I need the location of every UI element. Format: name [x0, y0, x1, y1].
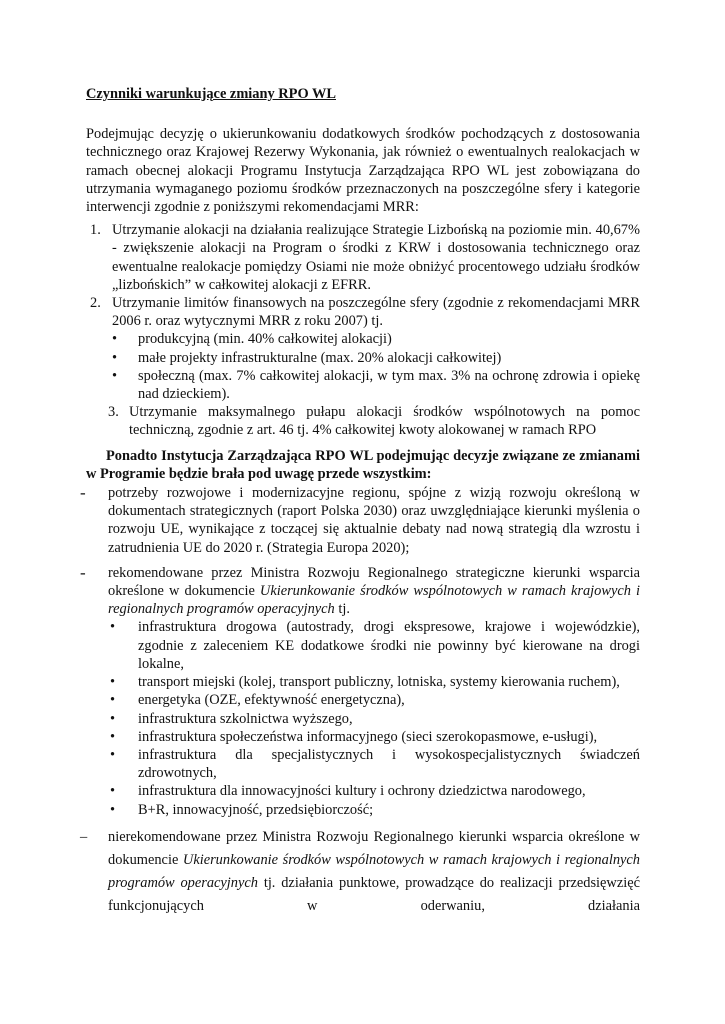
sphere-bullet-item	[86, 330, 640, 348]
bullet-icon: •	[112, 349, 118, 366]
document-content	[80, 85, 641, 918]
bullet-icon: •	[110, 619, 116, 636]
bullet-icon: •	[110, 674, 116, 691]
bullet-icon: •	[110, 783, 116, 800]
item-text: Utrzymanie limitów finansowych na poszczególne sfery (zgodnie z rekomendacjami MRR 2006 r. oraz wytycznymi MRR z roku 2007) tj.	[112, 295, 640, 330]
bullet-text: infrastruktura społeczeństwa informacyjnego (sieci szerokopasmowe, e-usługi),	[138, 728, 598, 745]
dash-icon: -	[80, 562, 86, 582]
direction-bullet-item	[86, 746, 640, 782]
bullet-text: B+R, innowacyjność, przedsiębiorczość;	[138, 801, 374, 818]
dash-text-after: tj. działania punktowe, prowadzące do realizacji przedsięwzięć funkcjonujących w oderwaniu, działania	[108, 874, 640, 914]
bullet-text: infrastruktura drogowa (autostrady, drogi ekspresowe, krajowe i wojewódzkie), zgodnie z zaleceniem KE dodatkowe środki nie powinny być kierowane na drogi lokalne,	[138, 619, 640, 672]
numbered-item	[86, 294, 640, 330]
bullet-icon: •	[110, 692, 116, 709]
item-number: 2.	[90, 295, 101, 312]
dash-text-before: rekomendowane przez Ministra Rozwoju Regionalnego strategiczne kierunki wsparcia określone w dokumencie	[108, 564, 640, 600]
dash-icon: -	[80, 483, 86, 503]
dash-text	[108, 826, 640, 918]
dash-item	[80, 826, 640, 918]
direction-bullet-item	[86, 673, 640, 691]
direction-bullet-item	[86, 782, 640, 800]
dash-text	[108, 564, 640, 619]
direction-bullet-item	[86, 691, 640, 709]
item-text: Utrzymanie maksymalnego pułapu alokacji środków wspólnotowych na pomoc techniczną, zgodnie z art. 46 tj. 4% całkowitej kwoty alokowanej w ramach RPO	[129, 404, 640, 439]
dash-item	[80, 562, 641, 619]
bullet-text: infrastruktura dla innowacyjności kultury i ochrony dziedzictwa narodowego,	[138, 783, 586, 800]
sphere-bullet-item	[86, 367, 640, 403]
bullet-text: produkcyjną (min. 40% całkowitej alokacji)	[138, 331, 392, 348]
dash-item	[80, 483, 640, 557]
item-text: Utrzymanie alokacji na działania realizujące Strategie Lizbońską na poziomie min. 40,67% - zwiększenie alokacji na Program o środki z KRW i dostosowania technicznego oraz ewentualne realokacje pomiędzy Osiami nie może obniżyć procentowego udziału środków „lizbońskich” w całkowitej alokacji z EFRR.	[112, 222, 640, 293]
dash-icon: –	[80, 828, 88, 845]
bullet-icon: •	[110, 801, 116, 818]
document-reference: Ukierunkowanie środków wspólnotowych w ramach krajowych i regionalnych programów operacyjnych	[108, 851, 640, 891]
document-title: Czynniki warunkujące zmiany RPO WL	[86, 86, 336, 102]
direction-bullet-item	[86, 801, 640, 819]
bullet-text: infrastruktura szkolnictwa wyższego,	[138, 710, 353, 727]
direction-bullet-item	[86, 710, 640, 728]
item-number: 1.	[90, 222, 101, 239]
item-number: 3.	[108, 404, 119, 421]
bullet-icon: •	[112, 331, 118, 348]
direction-bullet-item	[86, 618, 640, 673]
bullet-text: społeczną (max. 7% całkowitej alokacji, w tym max. 3% na ochronę zdrowia i opiekę nad dzieckiem).	[138, 367, 640, 403]
dash-text-after: tj.	[334, 601, 350, 618]
ponadto-paragraph: Ponadto Instytucja Zarządzająca RPO WL podejmując decyzje związane ze zmianami w Programie będzie brała pod uwagę przede wszystkim:	[86, 447, 640, 482]
bullet-text: małe projekty infrastrukturalne (max. 20% alokacji całkowitej)	[138, 349, 502, 366]
direction-bullet-item	[86, 728, 640, 746]
bullet-icon: •	[110, 710, 116, 727]
document-reference: Ukierunkowanie środków wspólnotowych w ramach krajowych i regionalnych programów operacyjnych	[108, 583, 641, 618]
numbered-item	[108, 403, 640, 439]
sphere-bullet-item	[86, 349, 640, 367]
dash-text: potrzeby rozwojowe i modernizacyjne regionu, spójne z wizją rozwoju określoną w dokumentach strategicznych (raport Polska 2030) oraz uwzględniające kierunki myślenia o rozwoju UE, wynikające z toczącej się aktualnie debaty nad nową strategią dla wzrostu i zatrudnienia UE do 2020 r. (Strategia Europa 2020);	[108, 485, 640, 556]
bullet-text: energetyka (OZE, efektywność energetyczna),	[138, 692, 405, 709]
dash-text-before: nierekomendowane przez Ministra Rozwoju Regionalnego kierunki wsparcia określone w dokumencie	[108, 828, 640, 868]
intro-paragraph: Podejmując decyzję o ukierunkowaniu dodatkowych środków pochodzących z dostosowania technicznego oraz Krajowej Rezerwy Wykonania, jak również o ewentualnych realokacjach w ramach obecnej alokacji Programu Instytucja Zarządzająca RPO WL jest zobowiązana do utrzymania wymaganego poziomu środków przeznaczonych na poszczególne sfery i kategorie interwencji zgodnie z poniższymi rekomendacjami MRR:	[86, 126, 640, 216]
bullet-text: transport miejski (kolej, transport publiczny, lotniska, systemy kierowania ruchem),	[138, 674, 620, 691]
numbered-item	[86, 221, 640, 294]
bullet-icon: •	[110, 746, 116, 763]
bullet-icon: •	[110, 728, 116, 745]
bullet-icon: •	[112, 367, 118, 384]
bullet-text: infrastruktura dla specjalistycznych i wysokospecjalistycznych świadczeń zdrowotnych,	[138, 746, 640, 782]
